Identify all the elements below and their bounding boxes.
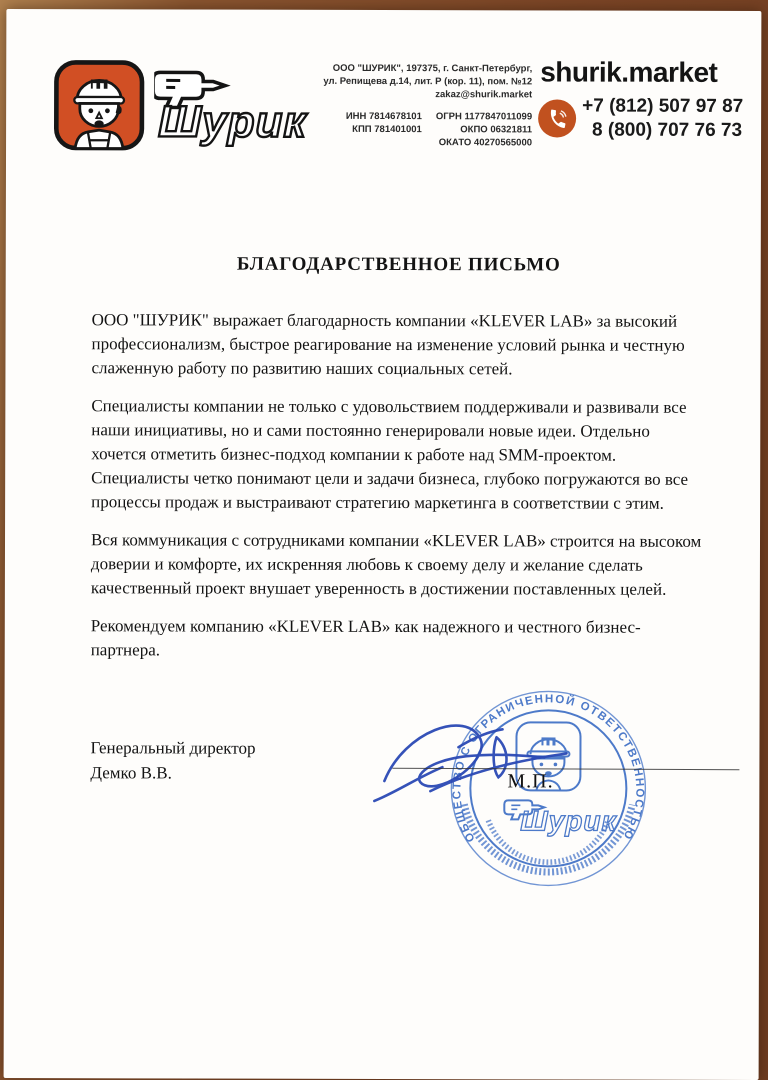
address-line: ООО "ШУРИК", 197375, г. Санкт-Петербург,	[332, 62, 533, 75]
logo-wordmark: Шурик	[158, 97, 307, 147]
kpp-value: КПП 781401001	[352, 123, 422, 136]
company-logo-worker-icon	[52, 59, 146, 151]
ogrn-value: ОГРН 1177847011099	[435, 111, 533, 123]
stamp-wordmark: Шурик	[520, 805, 617, 837]
letter-title: БЛАГОДАРСТВЕННОЕ ПИСЬМО	[236, 253, 561, 276]
phone-number-city: +7 (812) 507 97 87	[582, 95, 744, 117]
okpo-value: ОКПО 06321811	[460, 124, 533, 136]
scanned-letter-page	[4, 9, 762, 1080]
company-requisites	[302, 110, 532, 150]
inn-value: ИНН 7814678101	[345, 110, 422, 123]
director-signature	[370, 703, 580, 829]
requisites-left	[346, 110, 422, 149]
mp-label: М.П.	[507, 770, 554, 793]
letter-paragraph: Вся коммуникация с сотрудниками компании «KLEVER LAB» строится на высоком доверии и комфорте, их искренняя любовь к своему делу и желание сделать качественный проект внушает уверенность в достижении поставленных целей.	[90, 530, 702, 599]
company-address	[302, 62, 532, 102]
letterhead	[6, 9, 761, 149]
letter-paragraph: Рекомендуем компанию «KLEVER LAB» как надежного и честного бизнес-партнера.	[90, 616, 641, 660]
phone-number-tollfree: 8 (800) 707 76 73	[592, 119, 743, 141]
requisites-right	[436, 110, 532, 149]
stamp-ring-text: ОБЩЕСТВО С ОГРАНИЧЕННОЙ ОТВЕТСТВЕННОСТЬЮ	[451, 693, 646, 844]
company-email: zakaz@shurik.market	[435, 89, 533, 101]
okato-value: ОКАТО 40270565000	[438, 137, 533, 149]
site-brand: shurik.market	[540, 56, 718, 88]
letter-paragraph: Специалисты компании не только с удовольствием поддерживали и развивали все наши инициативы, но и сами постоянно генерировали новые идеи. Отдельно хочется отметить бизнес-подход компании к работе над SMM-проектом. Специалисты четко понимают цели и задачи бизнеса, глубоко погружаются во все процессы продаж и выстраивают стратегию маркетинга в соответствии с этим.	[91, 396, 689, 513]
phone-numbers	[582, 95, 742, 143]
signature-block	[90, 735, 255, 785]
signer-name: Демко В.В.	[90, 763, 172, 783]
phone-icon	[538, 99, 576, 137]
letter-paragraph: ООО "ШУРИК" выражает благодарность компании «KLEVER LAB» за высокий профессионализм, быстрое реагирование на изменение условий рынка и честную слаженную работу по развитию наших социальных сетей.	[91, 310, 685, 379]
signer-role: Генеральный директор	[90, 738, 256, 758]
phone-block	[538, 94, 744, 143]
letter-body	[91, 253, 706, 678]
address-line: ул. Репищева д.14, лит. Р (кор. 11), пом. №12	[323, 75, 533, 88]
